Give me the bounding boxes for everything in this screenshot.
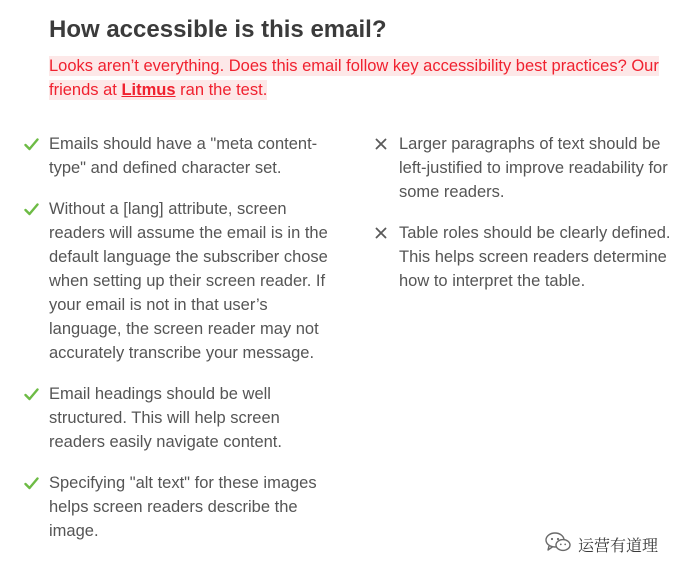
intro-highlight bbox=[49, 56, 659, 100]
intro-paragraph bbox=[49, 54, 681, 102]
litmus-link[interactable]: Litmus bbox=[121, 81, 176, 99]
intro-text-after: ran the test. bbox=[175, 81, 268, 99]
list-item-text: Emails should have a "meta content-type" and defined character set. bbox=[49, 135, 318, 177]
failed-checks-list bbox=[372, 132, 684, 310]
list-item bbox=[22, 471, 332, 543]
watermark-text: 运营有道理 bbox=[578, 535, 659, 555]
watermark bbox=[544, 532, 658, 556]
list-item bbox=[372, 132, 684, 204]
list-item-text: Email headings should be well structured. This will help screen readers easily navigate content. bbox=[49, 385, 282, 451]
list-item-text: Larger paragraphs of text should be left-justified to improve readability for some readers. bbox=[399, 135, 668, 201]
list-item-text: Specifying "alt text" for these images helps screen readers describe the image. bbox=[49, 474, 317, 540]
page-title: How accessible is this email? bbox=[49, 16, 387, 43]
list-item-text: Without a [lang] attribute, screen readers will assume the email is in the default language the subscriber chose when setting up their screen reader. If your email is not in that user’s language, the screen reader may not accurately transcribe your message. bbox=[49, 200, 328, 362]
list-item bbox=[22, 197, 332, 365]
check-icon bbox=[22, 382, 40, 406]
check-icon bbox=[22, 132, 40, 156]
list-item bbox=[372, 221, 684, 293]
check-icon bbox=[22, 471, 40, 495]
intro-text-before: Looks aren’t everything. Does this email follow key accessibility best practices? Our friends at bbox=[49, 57, 659, 99]
list-item-text: Table roles should be clearly defined. This helps screen readers determine how to interpret the table. bbox=[399, 224, 671, 290]
list-item bbox=[22, 132, 332, 180]
cross-icon bbox=[372, 221, 390, 245]
check-icon bbox=[22, 197, 40, 221]
wechat-logo-icon bbox=[544, 531, 572, 558]
cross-icon bbox=[372, 132, 390, 156]
list-item bbox=[22, 382, 332, 454]
passed-checks-list bbox=[22, 132, 332, 560]
